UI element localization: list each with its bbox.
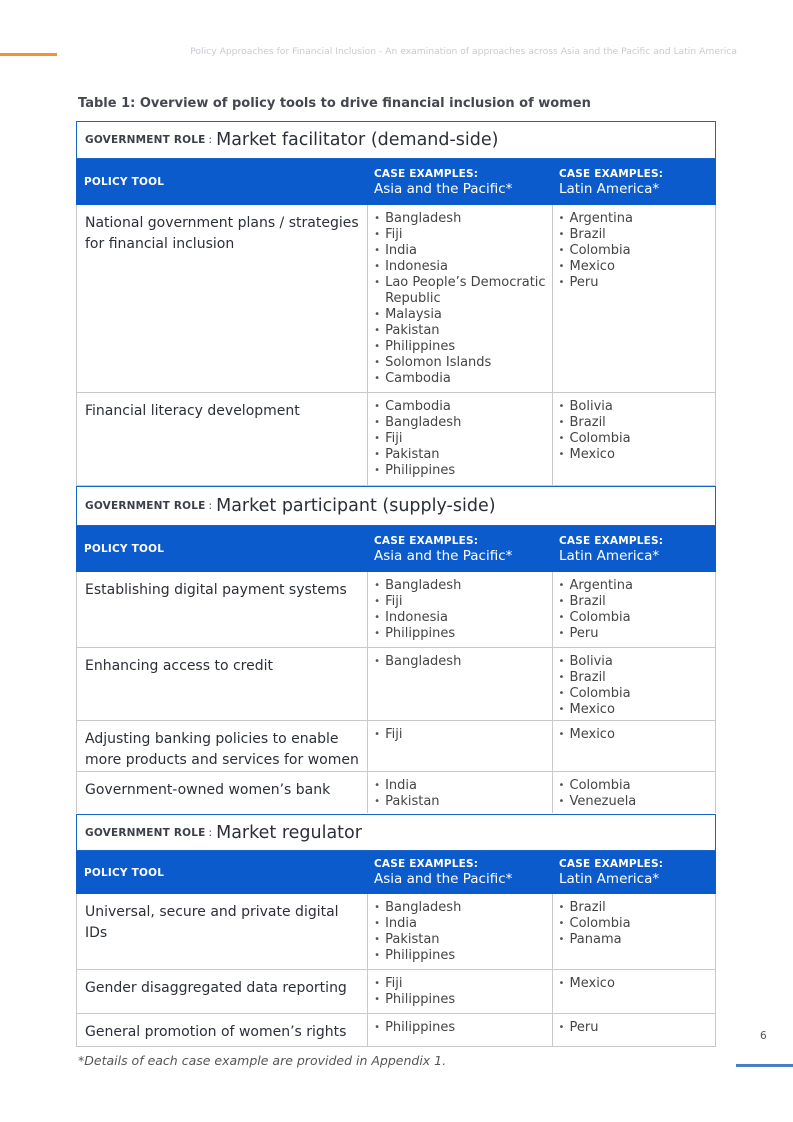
case-examples-label: CASE EXAMPLES: <box>559 534 664 547</box>
list-item: • Pakistan <box>372 932 547 948</box>
list-item: • Mexico <box>557 702 711 718</box>
list-item: • Philippines <box>372 1020 547 1036</box>
list-item: • India <box>372 916 547 932</box>
list-item: • Panama <box>557 932 711 948</box>
policy-tool-cell: Gender disaggregated data reporting <box>77 970 368 1013</box>
list-item: • Brazil <box>557 900 711 916</box>
latin-america-cell <box>553 572 715 647</box>
list-item: • Brazil <box>557 227 711 243</box>
latin-america-cell <box>553 648 715 720</box>
top-accent-line <box>0 53 57 56</box>
list-item: • Bangladesh <box>372 654 547 670</box>
latin-america-header: Latin America* <box>559 180 660 197</box>
role-separator: : <box>208 134 213 146</box>
list-item: • Fiji <box>372 976 547 992</box>
table-header-row <box>76 526 716 572</box>
list-item: • Colombia <box>557 243 711 259</box>
table-row <box>76 572 716 648</box>
list-item: • Lao People’s Democratic Republic <box>372 275 547 307</box>
asia-pacific-header: Asia and the Pacific* <box>374 871 513 887</box>
list-item: • Bangladesh <box>372 415 547 431</box>
list-item: • India <box>372 243 547 259</box>
list-item: • India <box>372 778 547 794</box>
list-item: • Indonesia <box>372 259 547 275</box>
list-item: • Bangladesh <box>372 578 547 594</box>
government-role-row <box>76 814 716 851</box>
latin-america-cell <box>553 721 715 771</box>
asia-pacific-cell <box>368 1014 552 1046</box>
latin-america-cell <box>553 1014 715 1046</box>
list-item: • Peru <box>557 626 711 642</box>
asia-pacific-cell <box>368 648 552 720</box>
government-role-value: Market facilitator (demand-side) <box>216 130 499 150</box>
table-row <box>76 393 716 486</box>
asia-pacific-cell <box>368 205 552 392</box>
role-separator: : <box>208 500 213 512</box>
policy-tool-header: POLICY TOOL <box>84 866 165 879</box>
policy-tool-cell: Financial literacy development <box>77 393 368 485</box>
latin-america-cell <box>553 970 715 1013</box>
list-item: • Colombia <box>557 431 711 447</box>
list-item: • Bolivia <box>557 654 711 670</box>
latin-america-cell <box>553 772 715 813</box>
list-item: • Venezuela <box>557 794 711 810</box>
list-item: • Peru <box>557 275 711 291</box>
asia-pacific-cell <box>368 970 552 1013</box>
list-item: • Mexico <box>557 976 711 992</box>
latin-america-header: Latin America* <box>559 547 660 564</box>
list-item: • Philippines <box>372 992 547 1008</box>
list-item: • Philippines <box>372 463 547 479</box>
asia-pacific-cell <box>368 894 552 969</box>
latin-america-cell <box>553 393 715 485</box>
government-role-value: Market regulator <box>216 822 362 843</box>
role-separator: : <box>208 826 213 839</box>
asia-pacific-cell <box>368 393 552 485</box>
policy-tool-cell: Enhancing access to credit <box>77 648 368 720</box>
policy-tool-cell: National government plans / strategies for financial inclusion <box>77 205 368 392</box>
table-row <box>76 205 716 393</box>
list-item: • Argentina <box>557 211 711 227</box>
list-item: • Fiji <box>372 431 547 447</box>
table-row <box>76 970 716 1014</box>
list-item: • Colombia <box>557 916 711 932</box>
table-header-row <box>76 851 716 894</box>
list-item: • Mexico <box>557 727 711 743</box>
list-item: • Cambodia <box>372 399 547 415</box>
list-item: • Brazil <box>557 670 711 686</box>
case-examples-label: CASE EXAMPLES: <box>559 167 664 180</box>
case-examples-label: CASE EXAMPLES: <box>559 858 664 870</box>
latin-america-header: Latin America* <box>559 871 660 887</box>
list-item: • Brazil <box>557 594 711 610</box>
asia-pacific-cell <box>368 572 552 647</box>
page-number: 6 <box>760 1030 767 1042</box>
policy-tool-cell: General promotion of women’s rights <box>77 1014 368 1046</box>
case-examples-label: CASE EXAMPLES: <box>374 167 479 180</box>
asia-pacific-header: Asia and the Pacific* <box>374 180 513 197</box>
list-item: • Malaysia <box>372 307 547 323</box>
asia-pacific-header: Asia and the Pacific* <box>374 547 513 564</box>
policy-tool-cell: Universal, secure and private digital IDs <box>77 894 368 969</box>
list-item: • Philippines <box>372 948 547 964</box>
list-item: • Indonesia <box>372 610 547 626</box>
latin-america-cell <box>553 205 715 392</box>
section-market-participant <box>76 486 716 813</box>
list-item: • Bolivia <box>557 399 711 415</box>
policy-tool-cell: Establishing digital payment systems <box>77 572 368 647</box>
list-item: • Pakistan <box>372 323 547 339</box>
policy-tool-header: POLICY TOOL <box>84 176 165 188</box>
table-header-row <box>76 159 716 205</box>
table-row <box>76 648 716 721</box>
list-item: • Brazil <box>557 415 711 431</box>
table-row <box>76 1014 716 1047</box>
table-row <box>76 721 716 772</box>
list-item: • Bangladesh <box>372 211 547 227</box>
list-item: • Colombia <box>557 686 711 702</box>
running-header: Policy Approaches for Financial Inclusion - An examination of approaches across Asia and the Pacific and Latin America <box>190 46 737 57</box>
list-item: • Cambodia <box>372 371 547 387</box>
policy-tool-cell: Adjusting banking policies to enable more products and services for women <box>77 721 368 771</box>
case-examples-label: CASE EXAMPLES: <box>374 858 479 870</box>
list-item: • Peru <box>557 1020 711 1036</box>
list-item: • Fiji <box>372 227 547 243</box>
policy-tool-cell: Government-owned women’s bank <box>77 772 368 813</box>
bottom-accent-line <box>736 1064 793 1067</box>
government-role-label: GOVERNMENT ROLE <box>85 826 206 839</box>
table-row <box>76 894 716 970</box>
list-item: • Philippines <box>372 339 547 355</box>
asia-pacific-cell <box>368 721 552 771</box>
list-item: • Fiji <box>372 594 547 610</box>
footnote: *Details of each case example are provided in Appendix 1. <box>78 1053 447 1068</box>
list-item: • Bangladesh <box>372 900 547 916</box>
list-item: • Solomon Islands <box>372 355 547 371</box>
government-role-row <box>76 486 716 526</box>
list-item: • Mexico <box>557 447 711 463</box>
list-item: • Pakistan <box>372 794 547 810</box>
list-item: • Fiji <box>372 727 547 743</box>
government-role-value: Market participant (supply-side) <box>216 496 496 516</box>
table-row <box>76 772 716 813</box>
section-market-facilitator <box>76 121 716 486</box>
government-role-label: GOVERNMENT ROLE <box>85 500 206 512</box>
asia-pacific-cell <box>368 772 552 813</box>
table-title: Table 1: Overview of policy tools to drive financial inclusion of women <box>78 96 591 111</box>
policy-tool-header: POLICY TOOL <box>84 543 165 555</box>
list-item: • Pakistan <box>372 447 547 463</box>
latin-america-cell <box>553 894 715 969</box>
list-item: • Mexico <box>557 259 711 275</box>
list-item: • Colombia <box>557 610 711 626</box>
case-examples-label: CASE EXAMPLES: <box>374 534 479 547</box>
government-role-label: GOVERNMENT ROLE <box>85 134 206 146</box>
list-item: • Philippines <box>372 626 547 642</box>
list-item: • Colombia <box>557 778 711 794</box>
section-market-regulator <box>76 814 716 1047</box>
government-role-row <box>76 121 716 159</box>
list-item: • Argentina <box>557 578 711 594</box>
